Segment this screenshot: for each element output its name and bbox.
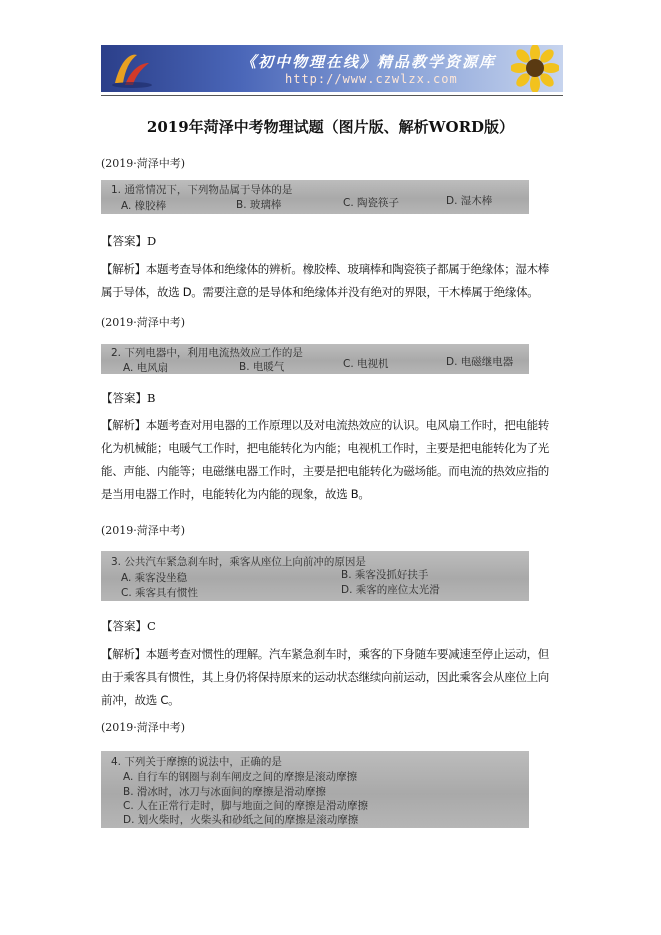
option-d: D. 乘客的座位太光滑 (341, 584, 440, 596)
analysis-line: 化为机械能；电暖气工作时，把电能转化为内能；电视机工作时，主要是把电能转化为了光 (101, 441, 549, 455)
question-stem: 1. 通常情况下，下列物品属于导体的是 (111, 184, 293, 196)
option-c: C. 乘客具有惯性 (121, 587, 199, 599)
site-title: 《初中物理在线》精品教学资源库 (241, 53, 497, 71)
question-stem: 2. 下列电器中，利用电流热效应工作的是 (111, 347, 303, 359)
option-a: A. 自行车的钢圈与刹车闸皮之间的摩擦是滚动摩擦 (123, 771, 358, 783)
header-divider (101, 95, 563, 96)
analysis-line: 【解析】本题考查对用电器的工作原理以及对电流热效应的认识。电风扇工作时，把电能转 (101, 418, 549, 432)
option-b: B. 电暖气 (239, 361, 285, 373)
question-stem: 3. 公共汽车紧急刹车时，乘客从座位上向前冲的原因是 (111, 556, 366, 568)
answer-label: 【答案】B (101, 391, 156, 405)
option-b: B. 乘客没抓好扶手 (341, 569, 429, 581)
question-photo (101, 751, 529, 828)
question-photo (101, 344, 529, 374)
option-d: D. 电磁继电器 (446, 356, 514, 368)
option-a: A. 橡胶棒 (121, 200, 167, 212)
analysis-line: 是当用电器工作时，电能转化为内能的现象，故选 B。 (101, 487, 370, 501)
analysis-line: 由于乘客具有惯性，其上身仍将保持原来的运动状态继续向前运动，因此乘客会从座位上向 (101, 670, 549, 684)
answer-label: 【答案】D (101, 234, 157, 248)
option-c: C. 人在正常行走时，脚与地面之间的摩擦是滑动摩擦 (123, 800, 369, 812)
option-c: C. 陶瓷筷子 (343, 197, 400, 209)
site-logo-icon (107, 49, 157, 89)
option-d: D. 湿木棒 (446, 195, 493, 207)
question-photo (101, 551, 529, 601)
question-source: (2019·菏泽中考) (101, 524, 186, 537)
answer-label: 【答案】C (101, 619, 156, 633)
option-d: D. 划火柴时，火柴头和砂纸之间的摩擦是滚动摩擦 (123, 814, 359, 826)
option-b: B. 滑冰时，冰刀与冰面间的摩擦是滑动摩擦 (123, 786, 326, 798)
analysis-line: 属于导体，故选 D。需要注意的是导体和绝缘体并没有绝对的界限，干木棒属于绝缘体。 (101, 285, 539, 299)
question-source: (2019·菏泽中考) (101, 721, 186, 734)
analysis-paragraph (101, 414, 571, 506)
header-banner (101, 45, 563, 92)
analysis-paragraph (101, 258, 571, 304)
analysis-paragraph (101, 643, 571, 712)
option-a: A. 乘客没坐稳 (121, 572, 188, 584)
site-url[interactable]: http://www.czwlzx.com (285, 72, 458, 86)
option-c: C. 电视机 (343, 358, 389, 370)
option-a: A. 电风扇 (123, 362, 169, 374)
question-stem: 4. 下列关于摩擦的说法中，正确的是 (111, 756, 282, 768)
sunflower-icon (511, 45, 559, 92)
question-source: (2019·菏泽中考) (101, 157, 186, 170)
document-title: 2019年菏泽中考物理试题（图片版、解析WORD版） (146, 118, 515, 136)
question-source: (2019·菏泽中考) (101, 316, 186, 329)
analysis-line: 【解析】本题考查对惯性的理解。汽车紧急刹车时，乘客的下身随车要减速至停止运动，但 (101, 647, 549, 661)
analysis-line: 能、声能、内能等；电磁继电器工作时，主要是把电能转化为磁场能。而电流的热效应指的 (101, 464, 549, 478)
analysis-line: 【解析】本题考查导体和绝缘体的辨析。橡胶棒、玻璃棒和陶瓷筷子都属于绝缘体；湿木棒 (101, 262, 549, 276)
question-photo (101, 180, 529, 214)
option-b: B. 玻璃棒 (236, 199, 282, 211)
analysis-line: 前冲，故选 C。 (101, 693, 180, 707)
